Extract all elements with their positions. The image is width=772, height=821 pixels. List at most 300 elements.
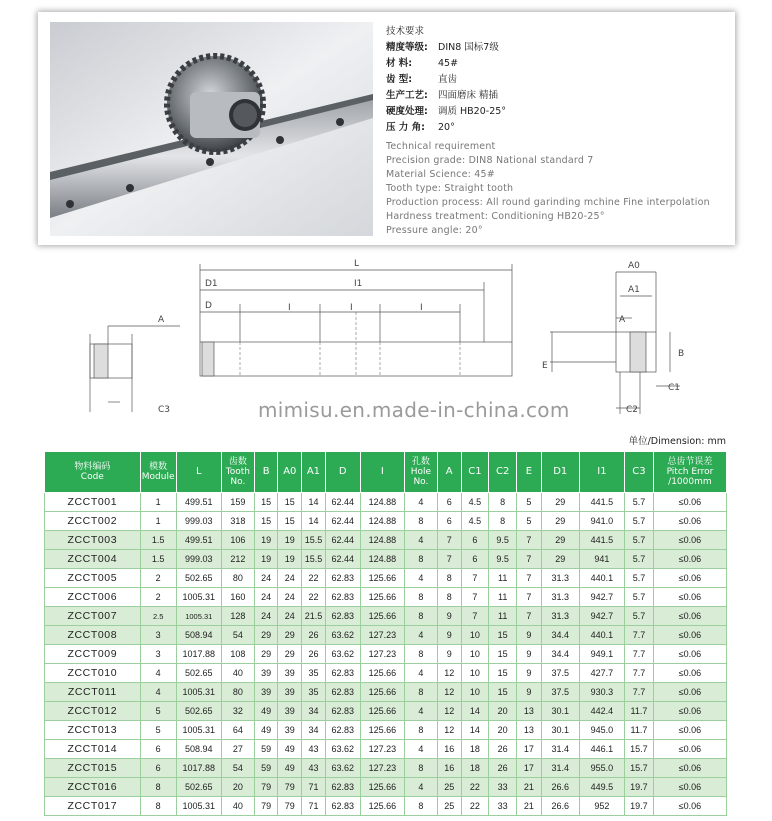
table-cell: 3 [140,626,176,645]
table-cell: ≤0.06 [653,759,726,778]
table-cell: 8 [404,550,437,569]
table-row [45,626,727,645]
table-cell: 27 [221,740,254,759]
table-cell: 15 [489,664,517,683]
table-cell: 29 [541,512,579,531]
table-cell: 1005.31 [176,683,221,702]
table-cell: 8 [404,645,437,664]
table-cell: 8 [489,512,517,531]
table-cell: 26 [489,740,517,759]
table-cell: 9.5 [489,531,517,550]
table-cell: ≤0.06 [653,550,726,569]
table-cell: 5 [517,493,542,512]
spec-cn-row: 材 料: 45# [386,58,459,69]
column-header-cn: 齿数 [228,457,247,467]
table-cell: 31.4 [541,740,579,759]
table-row [45,607,727,626]
table-cell: 31.3 [541,569,579,588]
table-cell: 952 [579,797,624,816]
dim-D: D [205,301,212,311]
table-cell: 15 [278,512,302,531]
table-cell: 1005.31 [176,607,221,626]
cell-code: ZCCT007 [45,607,141,626]
column-header [254,452,278,493]
table-cell: ≤0.06 [653,664,726,683]
table-cell: 29 [278,645,302,664]
table-cell: 6 [461,531,489,550]
table-cell: 2 [140,569,176,588]
table-cell: 8 [404,588,437,607]
table-cell: 7 [437,531,461,550]
table-cell: 7.7 [625,626,654,645]
table-cell: 17 [517,740,542,759]
table-cell: 5.7 [625,588,654,607]
column-header-en: A1 [306,466,321,477]
table-cell: 19 [278,531,302,550]
table-cell: 25 [437,797,461,816]
table-cell: 999.03 [176,550,221,569]
table-cell: 441.5 [579,493,624,512]
table-cell: ≤0.06 [653,683,726,702]
spec-cn-row: 齿 型: 直齿 [386,74,458,85]
table-cell: 35 [302,664,326,683]
table-cell: 19 [254,531,278,550]
table-row [45,721,727,740]
table-cell: 22 [302,569,326,588]
column-header [541,452,579,493]
table-cell: 11.7 [625,702,654,721]
table-cell: 442.4 [579,702,624,721]
table-cell: 31.3 [541,607,579,626]
column-header [302,452,326,493]
spec-en-row: Tooth type: Straight tooth [386,183,514,194]
spec-en-row: Technical requirement [386,141,496,152]
column-header-en: Tooth No. [225,467,250,487]
watermark: mimisu.en.made-in-china.com [258,398,570,422]
dim-D1: D1 [205,279,218,289]
column-header [176,452,221,493]
table-cell: 40 [221,664,254,683]
table-cell: 124.88 [360,512,404,531]
cell-code: ZCCT008 [45,626,141,645]
table-cell: 15.7 [625,740,654,759]
table-cell: 5.7 [625,531,654,550]
table-cell: ≤0.06 [653,778,726,797]
table-cell: 124.88 [360,550,404,569]
table-cell: ≤0.06 [653,797,726,816]
table-cell: 62.83 [325,683,360,702]
table-cell: 5 [140,721,176,740]
table-cell: 9 [437,645,461,664]
column-header [404,452,437,493]
cell-code: ZCCT009 [45,645,141,664]
table-cell: 499.51 [176,493,221,512]
table-cell: 5 [140,702,176,721]
table-cell: 7.7 [625,683,654,702]
cell-code: ZCCT010 [45,664,141,683]
table-cell: 26 [489,759,517,778]
table-cell: ≤0.06 [653,531,726,550]
table-cell: 446.1 [579,740,624,759]
dim-B: B [678,349,685,359]
table-cell: 19 [278,550,302,569]
table-cell: 37.5 [541,683,579,702]
table-cell: 14 [302,493,326,512]
table-row [45,797,727,816]
table-cell: 4.5 [461,493,489,512]
table-cell: 33 [489,778,517,797]
table-cell: 5 [517,512,542,531]
table-cell: 4 [140,664,176,683]
table-cell: 13 [517,702,542,721]
table-cell: 29 [541,531,579,550]
table-cell: 10 [461,683,489,702]
table-cell: 32 [221,702,254,721]
table-cell: ≤0.06 [653,607,726,626]
spec-panel [38,12,735,245]
table-cell: 18 [461,759,489,778]
dim-A1: A1 [628,285,640,295]
table-cell: 8 [404,721,437,740]
table-cell: 12 [437,721,461,740]
table-cell: 2.5 [140,607,176,626]
table-cell: 125.66 [360,569,404,588]
table-cell: 33 [489,797,517,816]
column-header-en: I [380,466,384,477]
table-cell: 15.5 [302,550,326,569]
table-row [45,645,727,664]
table-cell: 15.7 [625,759,654,778]
table-cell: 62.83 [325,664,360,683]
table-cell: 24 [278,588,302,607]
table-cell: 62.83 [325,569,360,588]
table-cell: 15 [489,645,517,664]
column-header-en: Pitch Error /1000mm [666,467,714,487]
column-header-en: Module [141,472,175,482]
table-cell: 31.4 [541,759,579,778]
table-cell: 4 [404,531,437,550]
table-cell: 1005.31 [176,721,221,740]
cell-code: ZCCT017 [45,797,141,816]
table-cell: 34.4 [541,645,579,664]
column-header-en: D [338,466,347,477]
table-cell: 63.62 [325,645,360,664]
column-header-en: A [445,466,453,477]
column-header [278,452,302,493]
spec-cn-row: 精度等级: DIN8 国标7级 [386,42,499,53]
dim-A-left: A [158,315,165,325]
cell-code: ZCCT004 [45,550,141,569]
table-cell: 16 [437,759,461,778]
table-cell: 15 [254,512,278,531]
table-cell: 4 [404,626,437,645]
table-cell: 62.83 [325,702,360,721]
table-cell: 15 [489,683,517,702]
table-cell: 71 [302,778,326,797]
table-cell: 108 [221,645,254,664]
table-cell: 11.7 [625,721,654,740]
column-header [360,452,404,493]
table-cell: 14 [461,721,489,740]
table-cell: 159 [221,493,254,512]
column-header [221,452,254,493]
spec-table-wrap [44,451,727,816]
table-cell: 8 [404,797,437,816]
table-cell: ≤0.06 [653,588,726,607]
table-row [45,759,727,778]
table-cell: 949.1 [579,645,624,664]
table-cell: 945.0 [579,721,624,740]
spec-table [44,451,727,816]
table-cell: 1.5 [140,550,176,569]
table-cell: 9 [517,626,542,645]
table-cell: 49 [278,740,302,759]
table-cell: 79 [278,797,302,816]
table-cell: 15 [254,493,278,512]
column-header-en: C3 [632,466,646,477]
cell-code: ZCCT006 [45,588,141,607]
table-cell: 8 [140,778,176,797]
table-cell: 1 [140,512,176,531]
column-header-en: Hole No. [410,467,432,487]
table-cell: 34.4 [541,626,579,645]
table-row [45,664,727,683]
table-cell: 24 [254,607,278,626]
table-cell: 7.7 [625,645,654,664]
column-header-en: Code [80,472,104,482]
column-header-en: C1 [468,466,482,477]
table-cell: 5.7 [625,493,654,512]
spec-en-row: Pressure angle: 20° [386,225,483,236]
table-cell: 6 [437,512,461,531]
table-cell: 8 [437,569,461,588]
table-cell: 15 [278,493,302,512]
table-cell: ≤0.06 [653,702,726,721]
dim-l-a: I [288,303,291,313]
dim-l-b: I [350,303,353,313]
column-header [653,452,726,493]
table-cell: 8 [404,759,437,778]
table-cell: 502.65 [176,569,221,588]
table-cell: 13 [517,721,542,740]
table-cell: 26.6 [541,797,579,816]
table-row [45,588,727,607]
table-cell: 14 [461,702,489,721]
table-cell: 125.66 [360,797,404,816]
table-cell: 11 [489,569,517,588]
table-cell: 4 [140,683,176,702]
table-cell: 39 [278,702,302,721]
spec-en-row: Material Science: 45# [386,169,495,180]
table-cell: 20 [489,721,517,740]
spec-en-row: Precision grade: DIN8 National standard 7 [386,155,594,166]
table-cell: 62.44 [325,493,360,512]
table-row [45,683,727,702]
table-cell: 18 [461,740,489,759]
table-cell: 8 [404,512,437,531]
table-cell: 40 [221,797,254,816]
table-cell: 8 [489,493,517,512]
table-cell: 24 [254,588,278,607]
column-header [325,452,360,493]
spec-cn-row: 硬度处理: 调质 HB20-25° [386,106,507,117]
table-cell: 124.88 [360,493,404,512]
table-cell: 441.5 [579,531,624,550]
table-cell: 20 [489,702,517,721]
column-header-en: I1 [597,466,607,477]
table-cell: 20 [221,778,254,797]
cell-code: ZCCT016 [45,778,141,797]
table-cell: 63.62 [325,626,360,645]
table-cell: 12 [437,664,461,683]
table-cell: 9 [517,683,542,702]
column-header-en: E [525,466,533,477]
table-cell: 440.1 [579,626,624,645]
table-cell: 127.23 [360,759,404,778]
cell-code: ZCCT014 [45,740,141,759]
table-cell: 449.5 [579,778,624,797]
column-header-en: L [195,466,202,477]
column-header-en: B [262,466,270,477]
table-cell: 930.3 [579,683,624,702]
table-cell: ≤0.06 [653,626,726,645]
table-cell: 942.7 [579,607,624,626]
table-cell: 7 [517,550,542,569]
table-cell: 26 [302,626,326,645]
table-cell: 8 [404,607,437,626]
table-cell: 125.66 [360,721,404,740]
table-cell: 21.5 [302,607,326,626]
table-cell: 26.6 [541,778,579,797]
table-cell: 502.65 [176,664,221,683]
table-cell: 125.66 [360,778,404,797]
spec-title-cn: 技术要求 [386,26,425,37]
table-cell: 508.94 [176,740,221,759]
table-cell: 127.23 [360,740,404,759]
table-body [45,493,727,816]
table-cell: 160 [221,588,254,607]
dim-A-right: A [619,315,626,325]
table-cell: 7 [437,550,461,569]
table-cell: 30.1 [541,721,579,740]
table-cell: 10 [461,645,489,664]
dim-C3: C3 [158,405,171,415]
column-header [45,452,141,493]
column-header-en: D1 [553,466,568,477]
table-cell: 43 [302,740,326,759]
spec-en-row: Production process: All round garinding mchine Fine interpolation [386,197,710,208]
dim-C1: C1 [668,383,681,393]
table-cell: 502.65 [176,702,221,721]
table-cell: 39 [278,683,302,702]
table-cell: 63.62 [325,740,360,759]
table-cell: 29 [254,626,278,645]
table-cell: 4 [404,778,437,797]
table-cell: 59 [254,740,278,759]
table-cell: 125.66 [360,588,404,607]
cell-code: ZCCT013 [45,721,141,740]
table-cell: 9 [437,607,461,626]
table-row [45,778,727,797]
cell-code: ZCCT002 [45,512,141,531]
table-cell: 54 [221,626,254,645]
table-cell: 29 [254,645,278,664]
table-cell: 7 [517,531,542,550]
table-cell: 7 [461,588,489,607]
table-cell: 499.51 [176,531,221,550]
table-cell: 212 [221,550,254,569]
spec-en-row: Hardness treatment: Conditioning HB20-25° [386,211,605,222]
table-cell: 35 [302,683,326,702]
table-cell: 10 [461,626,489,645]
table-cell: 34 [302,721,326,740]
cell-code: ZCCT003 [45,531,141,550]
table-cell: 4 [404,740,437,759]
dim-L: L [354,259,360,269]
table-cell: 19.7 [625,778,654,797]
table-cell: 62.83 [325,778,360,797]
table-cell: 26 [302,645,326,664]
table-cell: 71 [302,797,326,816]
table-cell: 125.66 [360,702,404,721]
table-row [45,512,727,531]
table-cell: 1017.88 [176,759,221,778]
table-cell: 31.3 [541,588,579,607]
table-cell: 15.5 [302,531,326,550]
table-cell: 7.7 [625,664,654,683]
table-cell: 502.65 [176,778,221,797]
table-cell: 62.44 [325,512,360,531]
table-cell: ≤0.06 [653,740,726,759]
table-cell: 7 [517,588,542,607]
table-cell: 4 [404,702,437,721]
table-cell: 62.44 [325,550,360,569]
cell-code: ZCCT011 [45,683,141,702]
column-header-en: C2 [496,466,510,477]
table-cell: 29 [278,626,302,645]
table-row [45,740,727,759]
cell-code: ZCCT012 [45,702,141,721]
spec-cn-row: 压 力 角: 20° [386,122,455,133]
table-cell: 3 [140,645,176,664]
table-cell: 1 [140,493,176,512]
table-cell: 19.7 [625,797,654,816]
table-cell: 39 [278,664,302,683]
table-cell: 43 [302,759,326,778]
table-cell: 8 [404,683,437,702]
table-cell: 318 [221,512,254,531]
table-cell: 941 [579,550,624,569]
table-cell: ≤0.06 [653,493,726,512]
table-row [45,493,727,512]
table-cell: 22 [461,797,489,816]
table-cell: 4.5 [461,512,489,531]
table-cell: 80 [221,683,254,702]
dim-C2: C2 [626,405,639,415]
table-cell: 10 [461,664,489,683]
table-cell: 11 [489,607,517,626]
table-cell: 59 [254,759,278,778]
table-cell: 9 [437,626,461,645]
column-header-cn: 总齿节误差 [667,457,713,467]
dim-l-c: I [420,303,423,313]
table-cell: 7 [461,607,489,626]
table-header-row [45,452,727,493]
table-cell: 17 [517,759,542,778]
cell-code: ZCCT005 [45,569,141,588]
table-cell: 5.7 [625,512,654,531]
table-row [45,531,727,550]
